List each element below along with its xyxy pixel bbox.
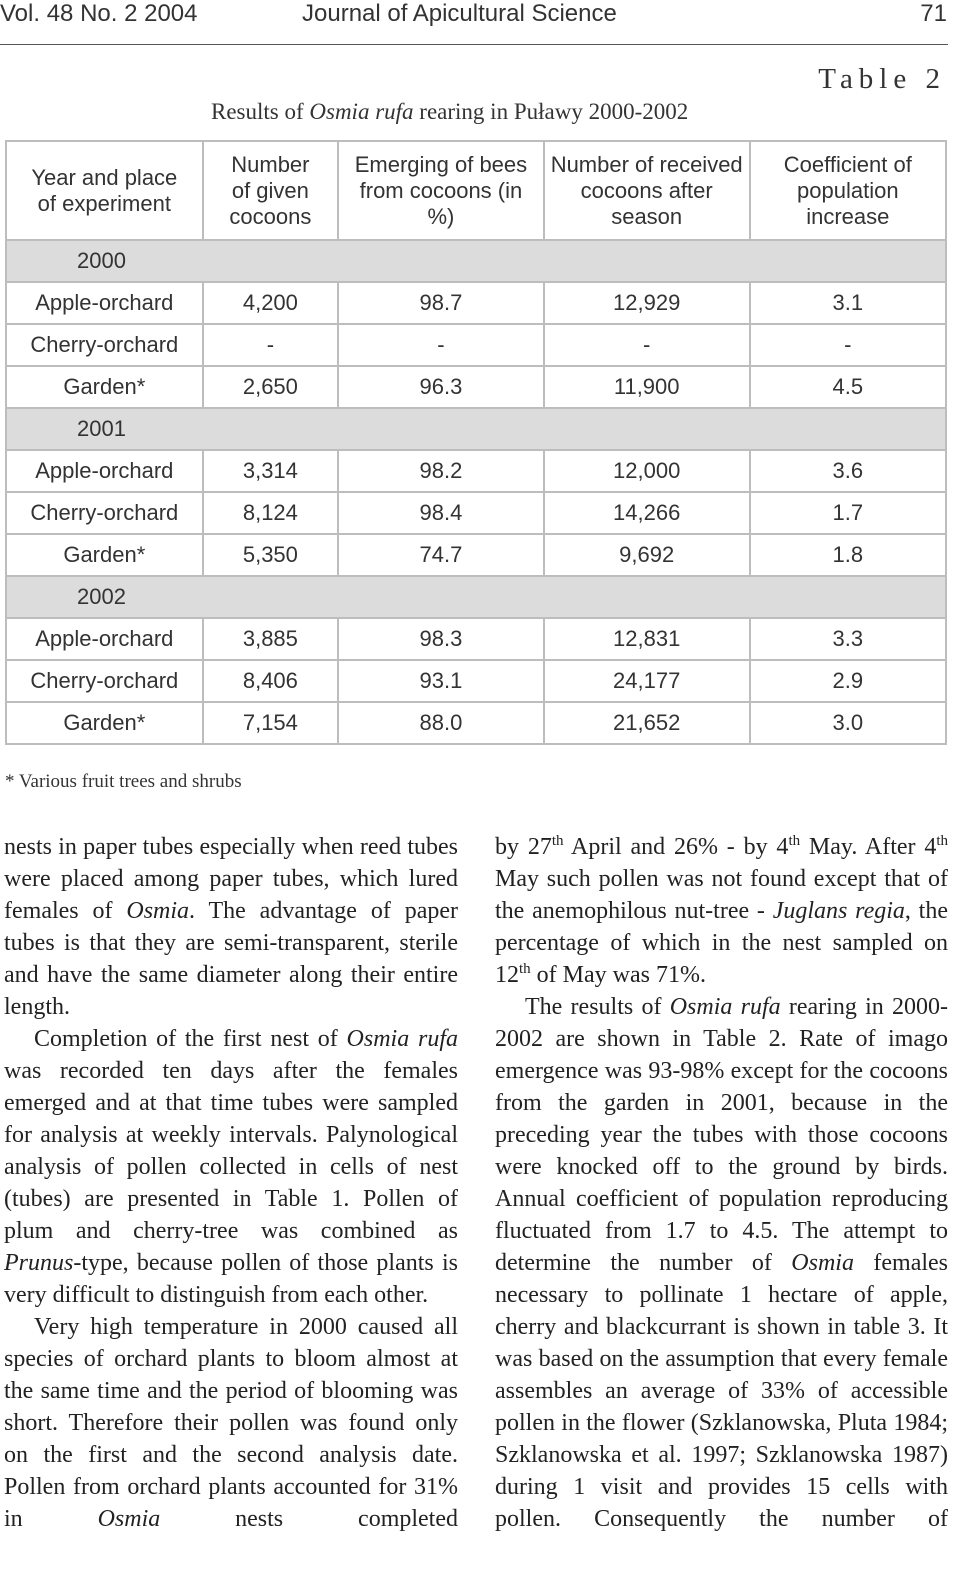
cell-coefficient: 4.5: [750, 366, 946, 408]
cell-received: 9,692: [544, 534, 750, 576]
cell-emerging: 98.7: [338, 282, 544, 324]
cell-received: 24,177: [544, 660, 750, 702]
cell-received: 12,000: [544, 450, 750, 492]
cell-emerging: 93.1: [338, 660, 544, 702]
cell-place: Apple-orchard: [6, 450, 203, 492]
body-column-right: [495, 831, 948, 1535]
cell-place: Cherry-orchard: [6, 324, 203, 366]
table-row: [6, 702, 946, 744]
cell-given: 3,314: [203, 450, 339, 492]
year-row-2000: [6, 240, 946, 282]
cell-coefficient: 1.8: [750, 534, 946, 576]
cell-emerging: 74.7: [338, 534, 544, 576]
caption-species: Osmia rufa: [309, 99, 414, 124]
col-header-coefficient: Coefficient of population increase: [750, 141, 946, 240]
table-footnote: * Various fruit trees and shrubs: [5, 771, 242, 792]
cell-received: 21,652: [544, 702, 750, 744]
body-column-left: [4, 831, 458, 1535]
cell-coefficient: 3.6: [750, 450, 946, 492]
year-label: 2001: [6, 408, 946, 450]
cell-place: Cherry-orchard: [6, 660, 203, 702]
cell-coefficient: 3.3: [750, 618, 946, 660]
table-row: [6, 492, 946, 534]
caption-text: Results of: [211, 99, 310, 124]
table-label: Table 2: [818, 63, 946, 95]
table-row: [6, 450, 946, 492]
table-header-row: [6, 141, 946, 240]
cell-emerging: 98.2: [338, 450, 544, 492]
cell-received: 11,900: [544, 366, 750, 408]
table-row: [6, 366, 946, 408]
cell-received: 14,266: [544, 492, 750, 534]
year-row-2001: [6, 408, 946, 450]
year-row-2002: [6, 576, 946, 618]
cell-emerging: 98.3: [338, 618, 544, 660]
col-header-given: Number of given cocoons: [203, 141, 339, 240]
year-label: 2002: [6, 576, 946, 618]
cell-emerging: 96.3: [338, 366, 544, 408]
cell-received: 12,831: [544, 618, 750, 660]
paragraph: nests in paper tubes especially when reed tubes were placed among paper tubes, which lured females of Osmia. The advantage of paper tubes is that they are semi-transparent, sterile and have the same diameter along their entire length.: [4, 834, 458, 1020]
col-header-received: Number of received cocoons after season: [544, 141, 750, 240]
cell-given: 8,406: [203, 660, 339, 702]
cell-received: 12,929: [544, 282, 750, 324]
col-header-emerging: Emerging of bees from cocoons (in %): [338, 141, 544, 240]
cell-given: 3,885: [203, 618, 339, 660]
paragraph: by 27th April and 26% - by 4th May. After 4th May such pollen was not found except that of the anemophilous nut-tree - Juglans regia, the percentage of which in the nest sampled on 12th of May was 71%.: [495, 833, 949, 988]
header-rule: [0, 44, 948, 45]
cell-given: 5,350: [203, 534, 339, 576]
cell-received: -: [544, 324, 750, 366]
table-row: [6, 660, 946, 702]
table-row: [6, 282, 946, 324]
journal-title: Journal of Apicultural Science: [302, 0, 617, 27]
cell-place: Cherry-orchard: [6, 492, 203, 534]
cell-coefficient: 3.1: [750, 282, 946, 324]
paragraph: Completion of the first nest of Osmia rufa was recorded ten days after the females emerged and at that time tubes were sampled for analysis at weekly intervals. Palynological analysis of pollen collected in cells of nest (tubes) are presented in Table 1. Pollen of plum and cherry-tree was combined as Prunus-type, because pollen of those plants is very difficult to distinguish from each other.: [4, 1026, 458, 1308]
table-row: [6, 534, 946, 576]
volume-info: Vol. 48 No. 2 2004: [0, 0, 198, 27]
cell-place: Garden*: [6, 366, 203, 408]
cell-coefficient: -: [750, 324, 946, 366]
col-header-place: Year and place of experiment: [6, 141, 203, 240]
results-table: [5, 140, 947, 745]
cell-coefficient: 2.9: [750, 660, 946, 702]
cell-given: 8,124: [203, 492, 339, 534]
paragraph: Very high temperature in 2000 caused all species of orchard plants to bloom almost at the same time and the period of blooming was short. Therefore their pollen was found only on the first and the second analysis date. Pollen from orchard plants accounted for 31% in Osmia nests completed: [4, 1314, 459, 1532]
cell-emerging: 98.4: [338, 492, 544, 534]
cell-place: Garden*: [6, 702, 203, 744]
cell-coefficient: 1.7: [750, 492, 946, 534]
cell-given: 2,650: [203, 366, 339, 408]
year-label: 2000: [6, 240, 946, 282]
paragraph: The results of Osmia rufa rearing in 2000-2002 are shown in Table 2. Rate of imago emergence was 93-98% except for the cocoons from the garden in 2001, because in the preceding year the tubes with those cocoons were knocked off to the ground by birds. Annual coefficient of population reproducing fluctuated from 1.7 to 4.5. The attempt to determine the number of Osmia females necessary to pollinate 1 hectare of apple, cherry and blackcurrant is shown in table 3. It was based on the assumption that every female assembles an average of 33% of accessible pollen in the flower (Szklanowska, Pluta 1984; Szklanowska et al. 1997; Szklanowska 1987) during 1 visit and provides 15 cells with pollen. Consequently the number of: [495, 994, 949, 1532]
running-header: [0, 0, 960, 46]
cell-coefficient: 3.0: [750, 702, 946, 744]
table-caption: [211, 99, 688, 125]
table-row: [6, 324, 946, 366]
cell-given: -: [203, 324, 339, 366]
cell-emerging: -: [338, 324, 544, 366]
table-row: [6, 618, 946, 660]
cell-emerging: 88.0: [338, 702, 544, 744]
cell-place: Apple-orchard: [6, 618, 203, 660]
cell-place: Garden*: [6, 534, 203, 576]
page-number: 71: [920, 0, 947, 27]
cell-given: 4,200: [203, 282, 339, 324]
caption-text-2: rearing in Puławy 2000-2002: [413, 99, 689, 124]
cell-given: 7,154: [203, 702, 339, 744]
cell-place: Apple-orchard: [6, 282, 203, 324]
